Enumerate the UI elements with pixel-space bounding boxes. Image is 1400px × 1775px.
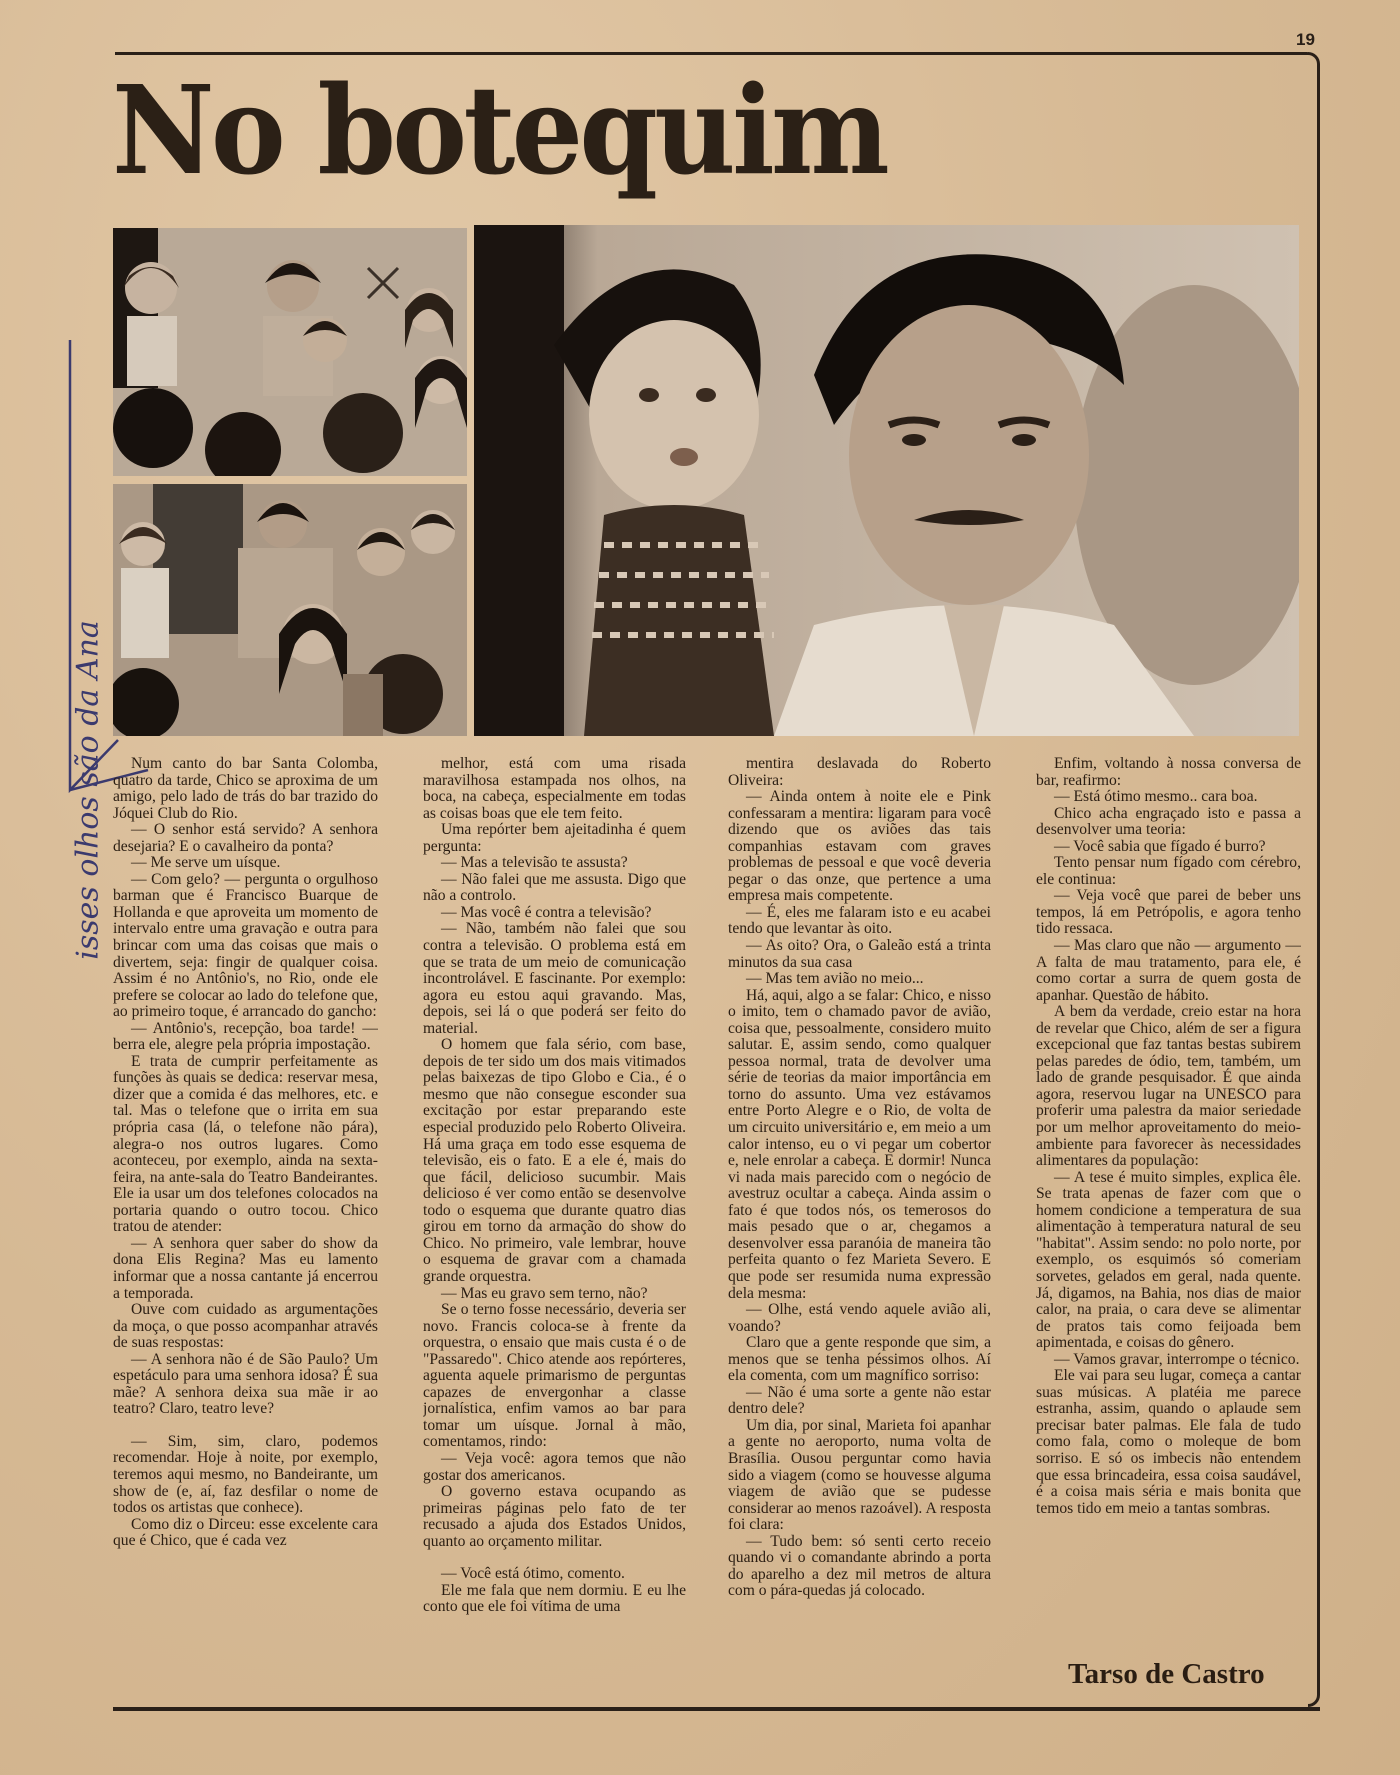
article-paragraph: — Tudo bem: só senti certo receio quando vi o comandante abrindo a porta do aparelho a dez mil metros de altura com o pára-quedas já colocado. [728, 1532, 991, 1600]
article-paragraph: Há, aqui, algo a se falar: Chico, e nisso o imito, tem o chamado pavor de avião, coisa que, pessoalmente, considero muito salutar. E, assim sendo, como qualquer pessoa normal, trata de devolver uma série de teorias da maior importância em torno do assunto. Uma vez estávamos entre Porto Alegre e o Rio, de volta de um circuito universitário e, em meio a um calor intenso, eu o vi pegar um cobertor e, nele enrolar a cabeça. E dormir! Nunca vi nada mais parecido com o negócio de avestruz ocultar a cabeça. Ainda assim o fato é que todos nós, os temerosos do mais pesado que o ar, chegamos a desenvolver essa paranóia de maneira tão perfeita quanto o fez Marieta Severo. E que pode ser resumida numa expressão dela mesma: [728, 986, 991, 1302]
article-paragraph: — A tese é muito simples, explica êle. Se trata apenas de fazer com que o homem condicione a temperatura de sua alimentação à temperatura natural de seu "habitat". Assim sendo: no polo norte, por exemplo, os esquimós só comeriam sorvetes, gelados em geral, nada quente. Já, digamos, na Bahia, nos dias de maior calor, na praia, o cara deve se alimentar de pratos tais como feijoada bem apimentada, e coisas do gênero. [1036, 1168, 1301, 1352]
article-paragraph: — Está ótimo mesmo.. cara boa. [1054, 788, 1258, 806]
article-paragraph: Se o terno fosse necessário, deveria ser novo. Francis coloca-se à frente da orquestra, o ensaio que mais custa é o de "Passaredo". Chico atende aos repórteres, aguenta aquele primarismo de perguntas capazes de envergonhar a classe jornalística, enfim vamos ao bar para tomar um uísque. Jornal à mão, comentamos, rindo: [423, 1301, 686, 1451]
article-paragraph: — Vamos gravar, interrompe o técnico. [1054, 1350, 1300, 1368]
frame-bottom-rule [113, 1707, 1320, 1711]
article-paragraph: E trata de cumprir perfeitamente as funções às quais se dedica: reservar mesa, dizer que a comida é das melhores, etc. e tal. Mas o telefone que o irrita em sua própria casa (lá, o telefone não pára), alegra-o nos outros lugares. Como aconteceu, por exemplo, ainda na sexta-feira, na ante-sala do Teatro Bandeirantes. Ele ia usar um dos telefones colocados na portaria quando o outro tocou. Chico tratou de atender: [113, 1052, 378, 1236]
article-paragraph: — Veja você que parei de beber uns tempos, lá em Petrópolis, e agora tenho tido ressaca. [1036, 887, 1301, 938]
article-paragraph: — Mas eu gravo sem terno, não? [441, 1284, 648, 1302]
article-paragraph: — Não falei que me assusta. Digo que não a controlo. [423, 870, 686, 905]
article-paragraph: — Você sabia que fígado é burro? [1054, 837, 1266, 855]
article-paragraph: — O senhor está servido? A senhora desejaria? E o cavalheiro da ponta? [113, 821, 378, 855]
article-paragraph: Um dia, por sinal, Marieta foi apanhar a gente no aeroporto, numa volta de Brasília. Ousou perguntar como havia sido a viagem (como se houvesse alguma viagem de avião que se pudesse considerar ao menos razoável). A resposta foi clara: [728, 1416, 991, 1534]
article-paragraph: Enfim, voltando à nossa conversa de bar, reafirmo: [1036, 756, 1301, 789]
article-paragraph: Como diz o Dirceu: esse excelente cara que é Chico, que é cada vez [113, 1515, 378, 1550]
handwritten-margin-note: isses olhos são da Ana [70, 620, 106, 960]
article-paragraph: — Veja você: agora temos que não gostar dos americanos. [423, 1449, 686, 1484]
article-column-1 [113, 756, 378, 1706]
article-paragraph: — A senhora quer saber do show da dona Elis Regina? Mas eu lamento informar que a nossa cantante já encerrou a temporada. [113, 1234, 378, 1302]
photo-chico-child-closeup [474, 225, 1299, 736]
frame-top-rule [115, 52, 1310, 55]
frame-right-rule [1308, 52, 1320, 1707]
article-paragraph: Ouve com cuidado as argumentações da moça, o que posso acompanhar através de suas respostas: [113, 1301, 378, 1352]
article-paragraph: — Mas a televisão te assusta? [441, 854, 628, 872]
photo-chico-children-bottom [113, 484, 467, 736]
article-paragraph: Chico acha engraçado isto e passa a desenvolver uma teoria: [1036, 804, 1301, 839]
byline: Tarso de Castro [1068, 1658, 1265, 1690]
article-paragraph: mentira deslavada do Roberto Oliveira: [728, 756, 991, 789]
article-paragraph: Claro que a gente responde que sim, a menos que se tenha péssimos olhos. Aí ela comenta, com um magnífico sorriso: [728, 1334, 991, 1385]
article-paragraph: melhor, está com uma risada maravilhosa estampada nos olhos, na boca, na cabeça, especialmente em todas as coisas boas que ele tem feito. [423, 756, 686, 822]
article-paragraph: — É, eles me falaram isto e eu acabei tendo que levantar às oito. [728, 903, 991, 938]
article-paragraph: — Com gelo? — pergunta o orgulhoso barman que é Francisco Buarque de Hollanda e que aproveita um momento de intervalo entre uma gravação e outra para brincar com uma das coisas que mais o divertem, seja: fingir de qualquer coisa. Assim é no Antônio's, no Rio, onde ele prefere se colocar ao lado do telefone que, ao primeiro toque, é arrancado do gancho: [113, 870, 378, 1021]
article-paragraph: Tento pensar num fígado com cérebro, ele continua: [1036, 854, 1301, 888]
photo-chico-children-top [113, 228, 467, 476]
article-paragraph: — As oito? Ora, o Galeão está a trinta minutos da sua casa [728, 937, 991, 971]
article-paragraph: — Mas você é contra a televisão? [441, 903, 652, 921]
article-paragraph: — Ainda ontem à noite ele e Pink confessaram a mentira: ligaram para você dizendo que os aviões das tais companhias estavam com graves problemas de pessoal e que você deveria pegar o das onze, que pertence a uma empresa mais competente. [728, 788, 991, 905]
article-paragraph: — Olhe, está vendo aquele avião ali, voando? [728, 1301, 991, 1335]
article-paragraph: O governo estava ocupando as primeiras páginas pelo fato de ter recusado a ajuda dos Estados Unidos, quanto ao orçamento militar. [423, 1483, 686, 1550]
article-paragraph: — Antônio's, recepção, boa tarde! — berra ele, alegre pela própria impostação. [113, 1019, 378, 1054]
article-paragraph: O homem que fala sério, com base, depois de ter sido um dos mais vitimados pelas baixezas de tipo Globo e Cia., é o mesmo que não consegue esconder sua excitação por estar preparando este especial produzido pelo Roberto Oliveira. Há uma graça em todo esse esquema de televisão, eis o fato. E a ele é, mais do que fácil, delicioso sucumbir. Mais delicioso é ver como então se desenvolve todo o esquema que durante quatro dias girou em torno da armação do show do Chico. No primeiro, vale lembrar, houve o esquema de gravar com a chamada grande orquestra. [423, 1036, 686, 1285]
headline: No botequim [112, 58, 887, 202]
article-paragraph: — Me serve um uísque. [131, 854, 281, 872]
article-column-2 [423, 756, 686, 1706]
article-paragraph: — Não é uma sorte a gente não estar dentro dele? [728, 1383, 991, 1418]
article-paragraph: — Você está ótimo, comento. [441, 1565, 625, 1583]
article-paragraph: — Mas claro que não — argumento — A falta de mau tratamento, para ele, é como cortar a surra de quem gosta de apanhar. Questão de hábito. [1036, 937, 1301, 1004]
article-column-3 [728, 756, 991, 1706]
article-paragraph: — Não, também não falei que sou contra a televisão. O problema está em que se trata de um meio de comunicação incontrolável. E fascinante. Por exemplo: agora eu estou aqui gravando. Mas, depois, sei lá o que poderá ser feito do material. [423, 920, 686, 1037]
article-paragraph: Ele me fala que nem dormiu. E eu lhe conto que ele foi vítima de uma [423, 1581, 686, 1616]
page-number: 19 [1296, 30, 1315, 49]
article-paragraph: — Sim, sim, claro, podemos recomendar. Hoje à noite, por exemplo, teremos aqui mesmo, no Bandeirante, um show de (e, aí, faz desfilar o nome de todos os artistas que conhece). [113, 1432, 378, 1517]
article-paragraph: Num canto do bar Santa Colomba, quatro da tarde, Chico se aproxima de um amigo, pelo lado de trás do bar trazido do Jóquei Club do Rio. [113, 756, 378, 822]
article-paragraph: Uma repórter bem ajeitadinha é quem pergunta: [423, 821, 686, 855]
article-column-4 [1036, 756, 1301, 1636]
article-paragraph: — A senhora não é de São Paulo? Um espetáculo para uma senhora idosa? É sua mãe? A senhora deixa sua mãe ir ao teatro? Claro, teatro leve? [113, 1350, 378, 1418]
article-paragraph: A bem da verdade, creio estar na hora de revelar que Chico, além de ser a figura excepcional que faz tantas bestas subirem pelas paredes de ódio, tem, também, um lado de grande pesquisador. É que ainda agora, reservou lugar na UNESCO para proferir uma palestra da maior seriedade por um melhor aproveitamento do meio-ambiente para favorecer às necessidades alimentares da população: [1036, 1003, 1301, 1170]
article-paragraph: Ele vai para seu lugar, começa a cantar suas músicas. A platéia me parece estranha, assim, quando o aplaude sem precisar bater palmas. Ele fala de tudo como fala, como o moleque de bom sorriso. E só os imbecis não entendem que essa brincadeira, essa coisa saudável, é a coisa mais séria e mais bonita que temos tido em meio a tantas sombras. [1036, 1367, 1301, 1517]
article-paragraph: — Mas tem avião no meio... [746, 970, 924, 988]
